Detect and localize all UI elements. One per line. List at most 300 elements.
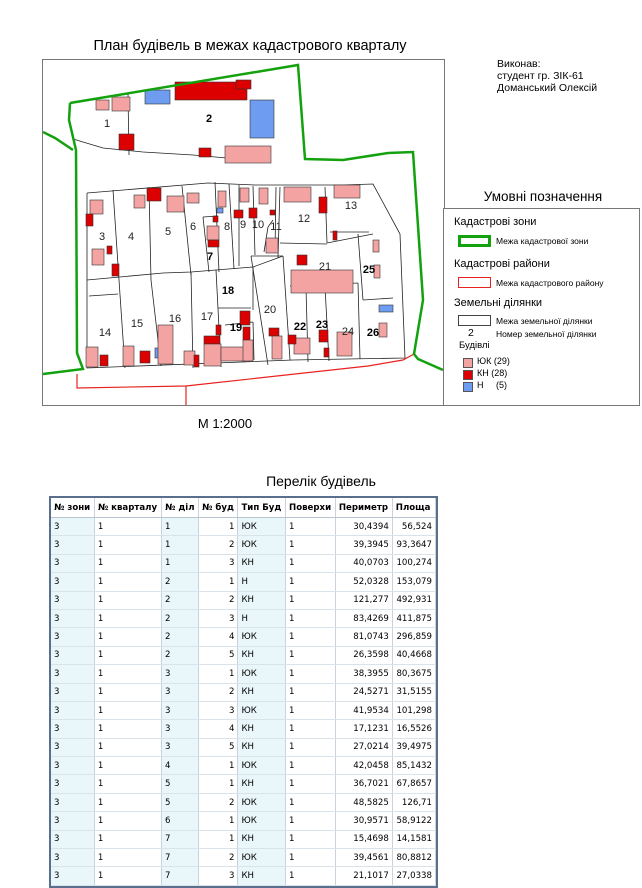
table-cell: 3 — [51, 646, 94, 664]
table-cell: 1 — [161, 554, 198, 572]
table-cell: 1 — [286, 793, 336, 811]
table-cell: ЮК — [238, 701, 286, 719]
parcel-label-23: 23 — [315, 319, 329, 331]
legend-title: Умовні позначення — [483, 189, 603, 204]
table-cell: 3 — [161, 720, 198, 738]
table-cell: 2 — [199, 536, 238, 554]
parcel-label-19: 19 — [229, 322, 243, 334]
table-cell: 40,4668 — [392, 646, 435, 664]
table-cell: 3 — [51, 793, 94, 811]
table-cell: 1 — [94, 536, 161, 554]
parcel-label-14: 14 — [98, 327, 112, 339]
building-kn — [269, 328, 279, 336]
table-cell: 3 — [199, 867, 238, 885]
table-cell: 411,875 — [392, 609, 435, 627]
building-yuk — [379, 323, 387, 337]
building-type-code: Н — [477, 380, 484, 390]
table-header-row — [51, 498, 436, 518]
table-cell: 1 — [286, 812, 336, 830]
table-cell: 2 — [161, 628, 198, 646]
legend — [443, 208, 640, 406]
table-row[interactable] — [51, 830, 436, 848]
table-cell: 1 — [94, 849, 161, 867]
table-title: Перелік будівель — [266, 473, 376, 489]
author-line: Доманський Олексій — [497, 82, 598, 94]
table-cell: 1 — [199, 518, 238, 536]
table-cell: 1 — [286, 701, 336, 719]
table-cell: 1 — [199, 665, 238, 683]
column-header[interactable]: № кварталу — [94, 498, 161, 518]
table-cell: КН — [238, 591, 286, 609]
table-cell: 3 — [51, 591, 94, 609]
table-cell: ЮК — [238, 757, 286, 775]
building-yuk — [294, 338, 310, 354]
table-cell: 15,4698 — [335, 830, 392, 848]
table-row[interactable] — [51, 701, 436, 719]
building-yuk-item — [477, 356, 510, 366]
table-cell: 1 — [286, 683, 336, 701]
table-row[interactable] — [51, 720, 436, 738]
building-kn — [208, 240, 219, 247]
table-cell: 4 — [199, 628, 238, 646]
building-yuk — [90, 200, 103, 214]
building-kn — [236, 80, 251, 89]
table-cell: 7 — [161, 830, 198, 848]
table-cell: 3 — [199, 554, 238, 572]
building-yuk — [96, 100, 109, 110]
building-kn — [319, 197, 327, 213]
district-boundary-symbol — [458, 277, 491, 288]
table-cell: 3 — [51, 701, 94, 719]
table-cell: 3 — [199, 609, 238, 627]
parcel-label-2: 2 — [205, 113, 213, 125]
building-kn — [199, 148, 211, 157]
map-frame[interactable] — [42, 59, 445, 406]
table-cell: 1 — [94, 609, 161, 627]
table-cell: 1 — [94, 591, 161, 609]
table-row[interactable] — [51, 554, 436, 572]
table-cell: 3 — [199, 701, 238, 719]
building-n — [379, 305, 393, 312]
building-kn — [324, 348, 329, 357]
building-yuk — [134, 195, 145, 208]
parcel-label-13: 13 — [344, 200, 358, 212]
building-kn-item — [477, 368, 507, 378]
building-yuk — [240, 188, 249, 202]
parcel-label-3: 3 — [98, 231, 106, 243]
table-row[interactable] — [51, 518, 436, 536]
table-cell: 1 — [286, 757, 336, 775]
table-cell: 1 — [94, 830, 161, 848]
table-cell: 1 — [199, 830, 238, 848]
table-cell: 30,9571 — [335, 812, 392, 830]
table-cell: 3 — [161, 683, 198, 701]
table-cell: 1 — [199, 775, 238, 793]
table-cell: ЮК — [238, 665, 286, 683]
table-cell: КН — [238, 554, 286, 572]
table-cell: 21,1017 — [335, 867, 392, 885]
table-cell: 1 — [286, 609, 336, 627]
table-cell: 1 — [286, 849, 336, 867]
legend-heading-zones: Кадастрові зони — [454, 216, 537, 228]
parcel-boundary-line — [280, 243, 327, 244]
table-cell: 36,7021 — [335, 775, 392, 793]
building-yuk — [334, 185, 360, 198]
table-cell: 3 — [161, 701, 198, 719]
table-body — [51, 518, 436, 886]
table-cell: 38,3955 — [335, 665, 392, 683]
building-kn — [213, 216, 218, 222]
parcel-label-7: 7 — [206, 251, 214, 263]
building-yuk — [92, 249, 104, 265]
table-cell: 2 — [161, 573, 198, 591]
parcel-label-26: 26 — [366, 327, 380, 339]
building-yuk — [207, 226, 219, 240]
table-cell: 27,0338 — [392, 867, 435, 885]
table-cell: 93,3647 — [392, 536, 435, 554]
table-row[interactable] — [51, 536, 436, 554]
parcel-label-8: 8 — [223, 221, 231, 233]
table-cell: 2 — [199, 849, 238, 867]
table-cell: 81,0743 — [335, 628, 392, 646]
table-cell: 4 — [199, 720, 238, 738]
building-n — [217, 208, 223, 213]
parcel-label-15: 15 — [130, 318, 144, 330]
table-cell: 3 — [51, 683, 94, 701]
table-cell: 1 — [94, 554, 161, 572]
table-cell: 48,5825 — [335, 793, 392, 811]
parcel-boundary-line — [363, 298, 393, 300]
parcel-label-24: 24 — [341, 326, 355, 338]
parcel-label-11: 11 — [270, 221, 282, 233]
parcel-boundary-line — [283, 256, 290, 360]
table-cell: 1 — [286, 665, 336, 683]
table-row[interactable] — [51, 849, 436, 867]
table-cell: 1 — [199, 757, 238, 775]
table-row[interactable] — [51, 665, 436, 683]
column-header[interactable]: Площа — [392, 498, 435, 518]
table-cell: 3 — [161, 665, 198, 683]
table-cell: 3 — [51, 812, 94, 830]
table-cell: 2 — [199, 793, 238, 811]
column-header[interactable]: Тип Буд — [238, 498, 286, 518]
legend-heading-buildings: Будівлі — [459, 340, 490, 351]
table-cell: 3 — [51, 775, 94, 793]
table-cell: ЮК — [238, 849, 286, 867]
table-cell: 1 — [286, 536, 336, 554]
building-yuk — [123, 346, 134, 366]
column-header[interactable]: Периметр — [335, 498, 392, 518]
column-header[interactable]: № діл — [161, 498, 198, 518]
building-yuk — [184, 351, 195, 365]
table-row[interactable] — [51, 573, 436, 591]
building-type-code: ЮК — [477, 356, 492, 366]
table-row[interactable] — [51, 609, 436, 627]
author-line: Виконав: — [497, 58, 541, 70]
table-cell: 3 — [161, 738, 198, 756]
building-kn — [319, 330, 328, 342]
table-cell: 31,5155 — [392, 683, 435, 701]
building-yuk — [291, 270, 353, 293]
table-cell: 3 — [51, 536, 94, 554]
table-cell: 1 — [94, 775, 161, 793]
building-kn — [288, 335, 296, 344]
table-cell: ЮК — [238, 536, 286, 554]
parcel-label-16: 16 — [168, 313, 182, 325]
building-kn — [194, 355, 199, 367]
table-row[interactable] — [51, 775, 436, 793]
table-cell: 3 — [51, 628, 94, 646]
legend-label-district: Межа кадастрового району — [496, 278, 604, 288]
building-kn — [249, 208, 257, 218]
table-cell: 2 — [161, 646, 198, 664]
building-kn — [216, 325, 221, 335]
table-cell: 24,5271 — [335, 683, 392, 701]
table-cell: 1 — [199, 573, 238, 591]
table-cell: 17,1231 — [335, 720, 392, 738]
column-header[interactable]: № зони — [51, 498, 94, 518]
table-cell: 1 — [94, 646, 161, 664]
table-row[interactable] — [51, 738, 436, 756]
table-cell: 27,0214 — [335, 738, 392, 756]
cadastral-map[interactable] — [43, 60, 444, 405]
building-kn — [86, 214, 93, 226]
table-row[interactable] — [51, 646, 436, 664]
table-cell: 3 — [51, 867, 94, 885]
table-cell: Н — [238, 609, 286, 627]
column-header[interactable]: № буд — [199, 498, 238, 518]
table-cell: 39,3945 — [335, 536, 392, 554]
table-cell: 3 — [51, 738, 94, 756]
table-cell: 80,8812 — [392, 849, 435, 867]
table-cell: 1 — [94, 701, 161, 719]
parcel-label-4: 4 — [127, 231, 135, 243]
parcel-label-10: 10 — [251, 219, 265, 231]
building-yuk — [373, 240, 379, 252]
table-cell: 1 — [286, 518, 336, 536]
table-cell: 2 — [199, 683, 238, 701]
table-cell: 1 — [94, 812, 161, 830]
parcel-label-9: 9 — [239, 219, 247, 231]
table-cell: 30,4394 — [335, 518, 392, 536]
table-cell: 6 — [161, 812, 198, 830]
table-cell: 3 — [51, 573, 94, 591]
building-type-count: (5) — [491, 380, 508, 390]
table-cell: 1 — [94, 665, 161, 683]
building-kn — [140, 351, 150, 363]
table-cell: 3 — [51, 518, 94, 536]
table-cell: 1 — [94, 720, 161, 738]
building-yuk — [266, 238, 278, 253]
table-cell: 2 — [161, 609, 198, 627]
parcel-label-22: 22 — [293, 321, 307, 333]
table-cell: 4 — [161, 757, 198, 775]
table-cell: 3 — [51, 849, 94, 867]
table-cell: 3 — [51, 665, 94, 683]
parcel-boundary-line — [358, 283, 360, 359]
building-yuk — [272, 336, 282, 359]
author-block — [497, 58, 597, 94]
legend-heading-parcels: Земельні ділянки — [454, 297, 543, 309]
table-row[interactable] — [51, 793, 436, 811]
table-cell: 492,931 — [392, 591, 435, 609]
building-kn — [333, 231, 337, 240]
parcel-label-18: 18 — [221, 285, 235, 297]
table-cell: КН — [238, 775, 286, 793]
table-cell: 1 — [94, 793, 161, 811]
table-cell: 16,5526 — [392, 720, 435, 738]
table-cell: ЮК — [238, 812, 286, 830]
table-cell: 56,524 — [392, 518, 435, 536]
building-yuk — [204, 344, 221, 366]
legend-heading-districts: Кадастрові райони — [454, 258, 550, 270]
table-cell: 2 — [161, 591, 198, 609]
table-cell: 5 — [161, 793, 198, 811]
table-cell: 14,1581 — [392, 830, 435, 848]
table-cell: КН — [238, 738, 286, 756]
building-kn — [234, 210, 243, 218]
building-kn — [100, 355, 108, 366]
table-cell: 58,9122 — [392, 812, 435, 830]
building-yuk — [112, 97, 130, 111]
buildings-table[interactable] — [49, 496, 438, 888]
table-cell: 1 — [286, 738, 336, 756]
building-n — [250, 100, 274, 138]
table-cell: 3 — [51, 757, 94, 775]
table-cell: 1 — [286, 830, 336, 848]
table-cell: 3 — [51, 609, 94, 627]
parcel-label-17: 17 — [200, 311, 214, 323]
table-row[interactable] — [51, 757, 436, 775]
table-cell: КН — [238, 830, 286, 848]
table-cell: 296,859 — [392, 628, 435, 646]
table-cell: 126,71 — [392, 793, 435, 811]
building-kn — [112, 264, 119, 276]
building-type-code: КН — [477, 368, 489, 378]
parcel-boundary-symbol — [458, 315, 491, 326]
building-yuk — [284, 187, 311, 202]
table-cell: 5 — [199, 738, 238, 756]
table-cell: 1 — [94, 757, 161, 775]
table-cell: 1 — [94, 628, 161, 646]
table-cell: 3 — [51, 554, 94, 572]
building-yuk — [243, 340, 253, 361]
building-yuk — [225, 146, 271, 163]
building-yuk — [187, 193, 199, 203]
table-cell: 1 — [286, 554, 336, 572]
table-cell: 5 — [161, 775, 198, 793]
table-cell: 26,3598 — [335, 646, 392, 664]
building-kn — [147, 188, 161, 201]
legend-label-zone: Межа кадастрової зони — [496, 236, 589, 246]
zone-boundary-line — [43, 132, 73, 150]
building-kn — [119, 134, 134, 150]
building-type-count: (29) — [493, 356, 510, 366]
building-yuk — [218, 191, 226, 207]
table-cell: 83,4269 — [335, 609, 392, 627]
table-cell: 85,1432 — [392, 757, 435, 775]
table-cell: 80,3675 — [392, 665, 435, 683]
legend-label-parcel-number: Номер земельної ділянки — [496, 329, 597, 339]
table-cell: 100,274 — [392, 554, 435, 572]
table-cell: ЮК — [238, 793, 286, 811]
table-cell: 67,8657 — [392, 775, 435, 793]
table-cell: 1 — [94, 573, 161, 591]
parcel-label-12: 12 — [297, 213, 311, 225]
map-title: План будівель в межах кадастрового кварталу — [93, 38, 407, 54]
table-cell: 1 — [286, 775, 336, 793]
building-yuk — [86, 347, 98, 367]
building-kn-swatch — [463, 370, 473, 380]
building-yuk — [158, 325, 173, 364]
table-cell: 52,0328 — [335, 573, 392, 591]
parcel-label-20: 20 — [263, 304, 277, 316]
table-cell: 1 — [286, 591, 336, 609]
parcel-label-5: 5 — [164, 226, 172, 238]
table-cell: 101,298 — [392, 701, 435, 719]
table-row[interactable] — [51, 683, 436, 701]
building-yuk — [221, 347, 245, 361]
building-kn — [204, 336, 220, 344]
column-header[interactable]: Поверхи — [286, 498, 336, 518]
table-cell: КН — [238, 683, 286, 701]
table-row[interactable] — [51, 812, 436, 830]
building-type-count: (28) — [491, 368, 508, 378]
table-cell: 1 — [286, 628, 336, 646]
table-cell: 41,9534 — [335, 701, 392, 719]
table-cell: 1 — [94, 738, 161, 756]
parcel-boundary-line — [325, 187, 327, 243]
author-line: студент гр. ЗІК-61 — [497, 70, 584, 82]
building-kn — [270, 210, 275, 215]
building-yuk — [167, 196, 184, 212]
table-row[interactable] — [51, 591, 436, 609]
table-cell: 1 — [199, 812, 238, 830]
table-cell: КН — [238, 867, 286, 885]
building-kn — [107, 246, 112, 254]
table-cell: 39,4561 — [335, 849, 392, 867]
parcel-label-6: 6 — [189, 221, 197, 233]
table-cell: 1 — [94, 867, 161, 885]
table-cell: 3 — [51, 720, 94, 738]
table-cell: 7 — [161, 867, 198, 885]
building-n — [145, 90, 170, 104]
building-yuk-swatch — [463, 358, 473, 368]
table-cell: 1 — [286, 720, 336, 738]
zone-boundary-symbol — [458, 235, 491, 247]
parcel-boundary-line — [89, 294, 118, 296]
legend-label-parcel: Межа земельної ділянки — [496, 316, 593, 326]
table-cell: 1 — [286, 573, 336, 591]
table-cell: 1 — [161, 518, 198, 536]
table-cell: 1 — [161, 536, 198, 554]
table-cell: 1 — [94, 683, 161, 701]
parcel-number-sample: 2 — [468, 327, 474, 339]
building-n-item — [477, 380, 507, 390]
table-cell: 3 — [51, 830, 94, 848]
table-cell: 1 — [286, 867, 336, 885]
table-cell: 39,4975 — [392, 738, 435, 756]
table-cell: 5 — [199, 646, 238, 664]
table-cell: Н — [238, 573, 286, 591]
table-cell: 1 — [94, 518, 161, 536]
table-row[interactable] — [51, 628, 436, 646]
building-n-swatch — [463, 382, 473, 392]
table-row[interactable] — [51, 867, 436, 885]
building-kn — [243, 327, 250, 341]
table-cell: 1 — [286, 646, 336, 664]
table-cell: 2 — [199, 591, 238, 609]
